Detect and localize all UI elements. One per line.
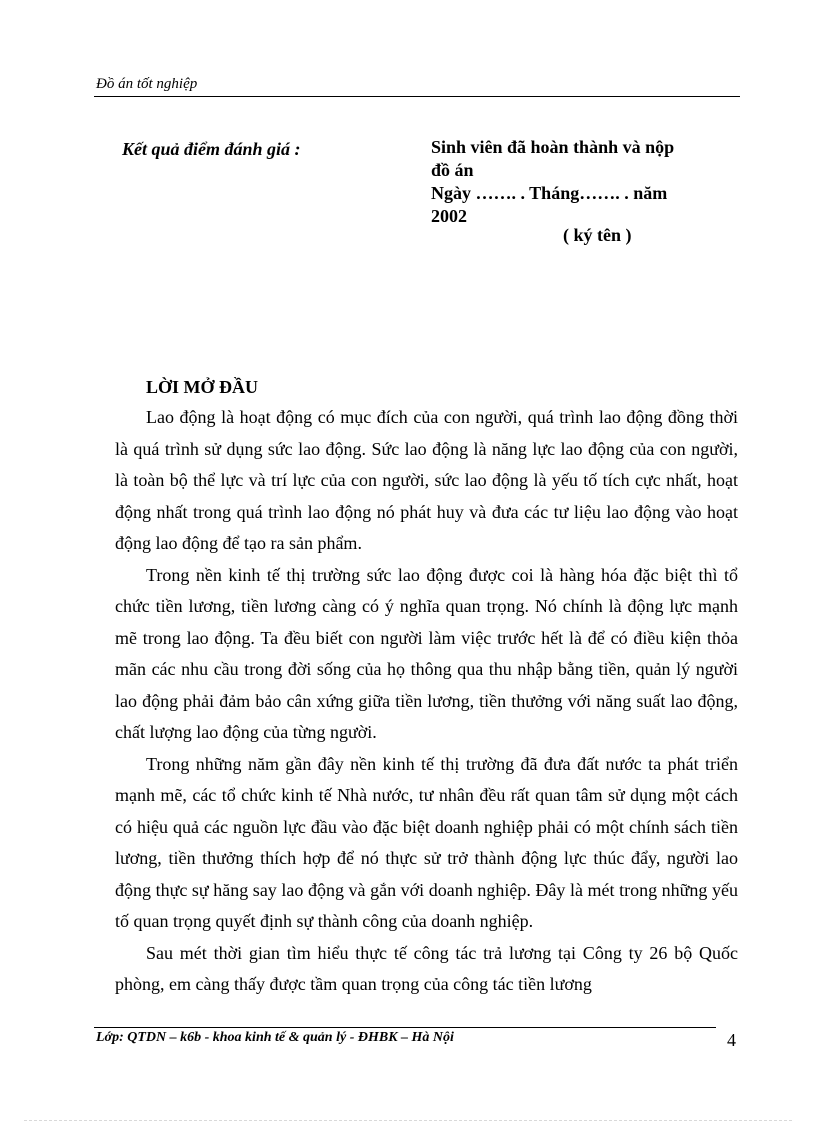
paragraph: Trong nền kinh tế thị trường sức lao động được coi là hàng hóa đặc biệt thì tổ chức tiền lương, tiền lương càng có ý nghĩa quan trọng. Nó chính là động lực mạnh mẽ trong lao động. Ta đều biết con người làm việc trước hết là để có điều kiện thỏa mãn các nhu cầu trong đời sống của họ thông qua thu nhập bằng tiền, quản lý người lao động phải đảm bảo cân xứng giữa tiền lương, tiền thưởng với năng suất lao động, chất lượng lao động của từng người.	[115, 564, 738, 742]
submission-date-line: Ngày ……. . Tháng……. . năm	[431, 183, 668, 203]
section-heading: LỜI MỞ ĐẦU	[146, 377, 258, 397]
body-text	[115, 402, 738, 1001]
paragraph: Lao động là hoạt động có mục đích của con người, quá trình lao động đồng thời là quá trình sử dụng sức lao động. Sức lao động là năng lực lao động của con người, là toàn bộ thể lực và trí lực của con người, sức lao động là yếu tố tích cực nhất, hoạt động nhất trong quá trình lao động nó phát huy và đưa các tư liệu lao động vào hoạt động lao động để tạo ra sản phẩm.	[115, 407, 738, 553]
header-divider	[94, 96, 740, 97]
submission-statement	[431, 136, 731, 228]
signature-label: ( ký tên )	[563, 225, 632, 245]
paragraph: Sau mét thời gian tìm hiểu thực tế công tác trả lương tại Công ty 26 bộ Quốc phòng, em càng thấy được tầm quan trọng của công tác tiền lương	[115, 942, 738, 994]
footer-class-info: Lớp: QTDN – k6b - khoa kinh tế & quản lý - ĐHBK – Hà Nội	[96, 1030, 454, 1045]
page-bottom-edge	[24, 1120, 792, 1121]
submission-line-2: đồ án	[431, 160, 474, 180]
running-header-title: Đồ án tốt nghiệp	[96, 76, 198, 92]
footer-divider	[94, 1027, 716, 1028]
submission-line-1: Sinh viên đã hoàn thành và nộp	[431, 137, 675, 157]
paragraph: Trong những năm gần đây nền kinh tế thị trường đã đưa đất nước ta phát triển mạnh mẽ, các tổ chức kinh tế Nhà nước, tư nhân đều rất quan tâm sử dụng một cách có hiệu quả các nguồn lực đầu vào đặc biệt doanh nghiệp phải có một chính sách tiền lương, tiền thưởng thích hợp để nó thực sử trở thành động lực thúc đẩy, người lao động thực sự hăng say lao động và gắn với doanh nghiệp. Đây là mét trong những yếu tố quan trọng quyết định sự thành công của doanh nghiệp.	[115, 753, 738, 931]
evaluation-result-label: Kết quả điểm đánh giá :	[122, 139, 301, 159]
page-number: 4	[727, 1030, 736, 1050]
submission-year: 2002	[431, 206, 467, 226]
